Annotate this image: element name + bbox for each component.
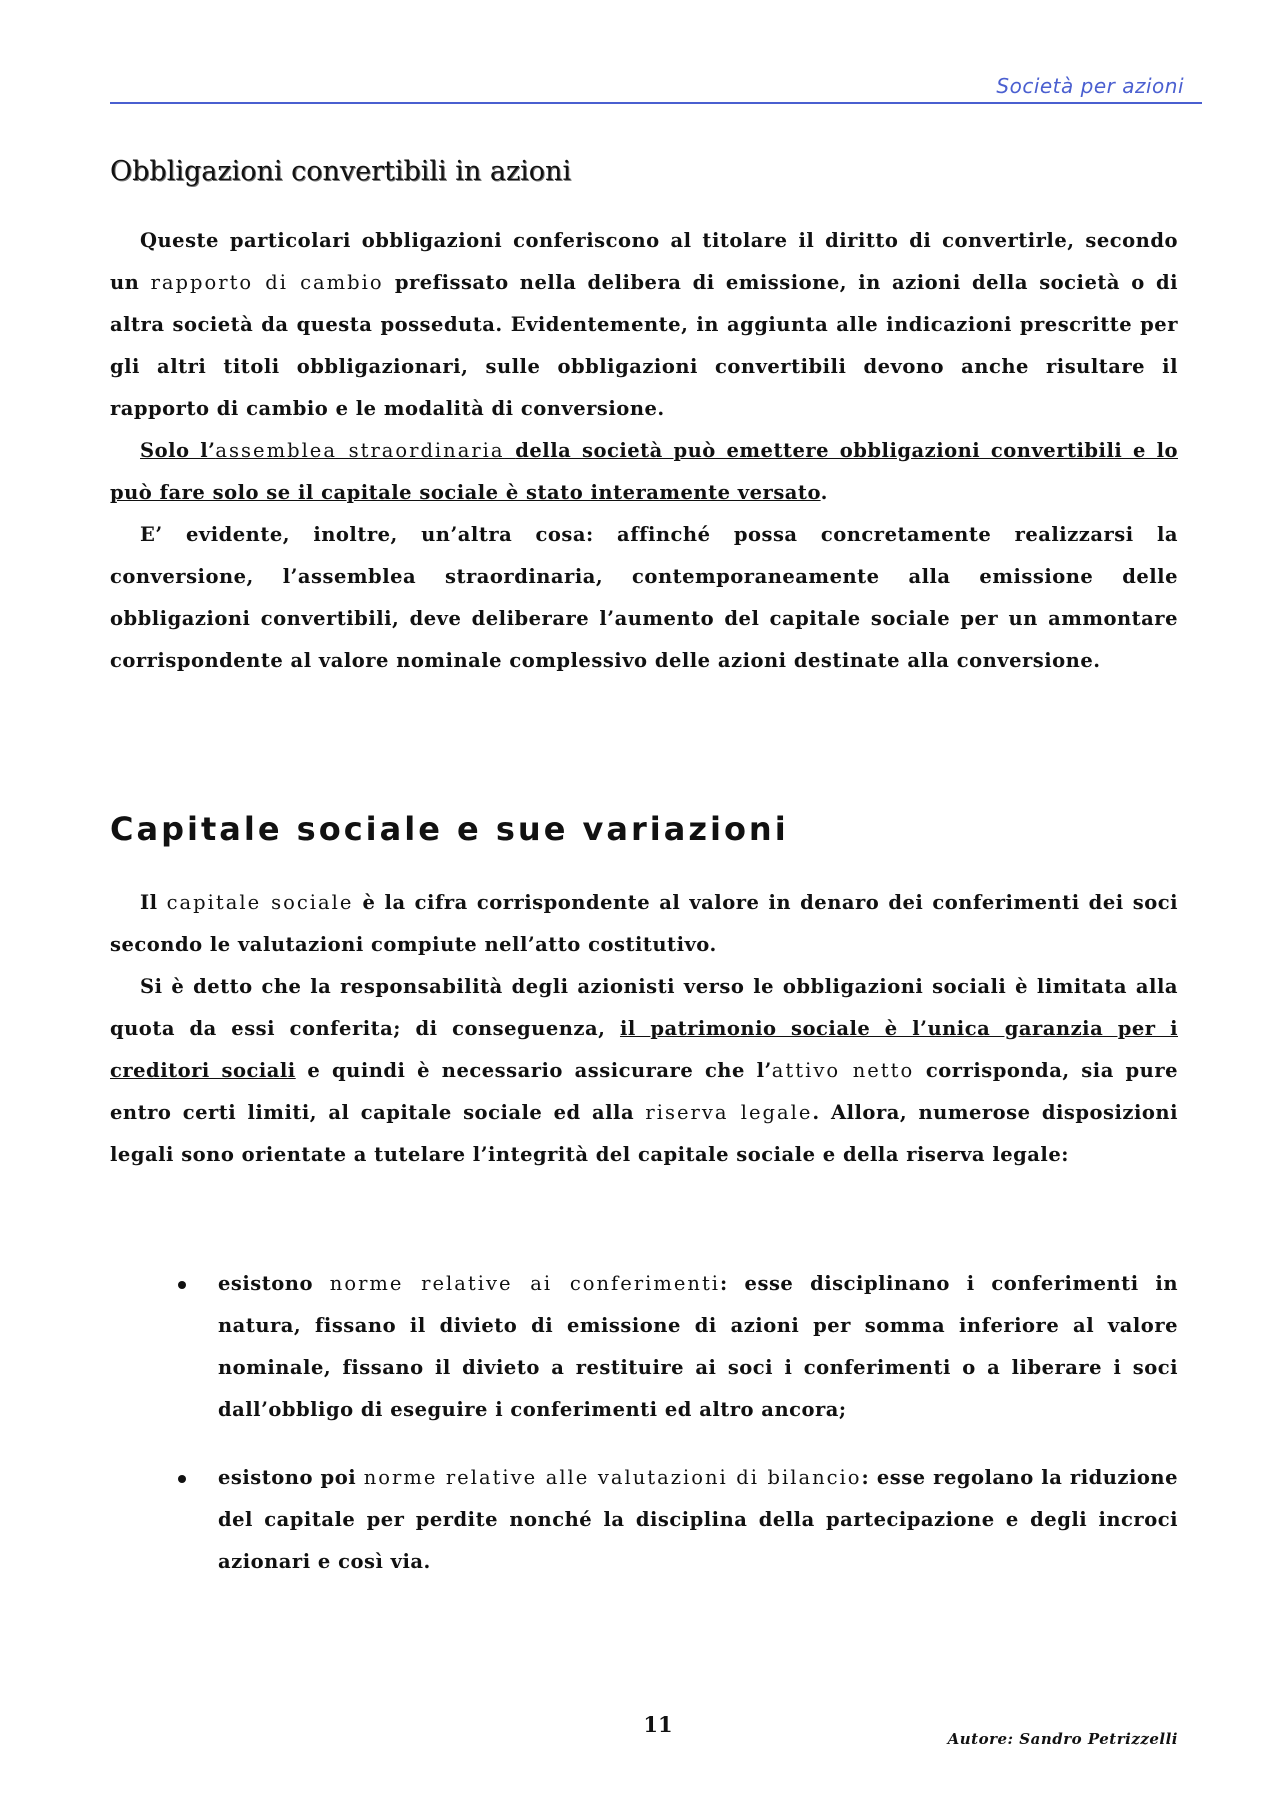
term: capitale sociale <box>166 891 354 914</box>
text-run: e quindi è necessario assicurare che l’ <box>307 1059 772 1082</box>
section-heading-capitale: Capitale sociale e sue variazioni <box>110 810 789 848</box>
paragraph <box>110 966 1178 1176</box>
paragraph: E’ evidente, inoltre, un’altra cosa: affinché possa concretamente realizzarsi la conversione, l’assemblea straordinaria, contemporaneamente alla emissione delle obbligazioni convertibili, deve deliberare l’aumento del capitale sociale per un ammontare corrispondente al valore nominale complessivo delle azioni destinate alla conversione. <box>110 523 1178 672</box>
section-obbligazioni-body <box>110 220 1178 682</box>
paragraph <box>110 882 1178 966</box>
text-run: Il <box>140 891 158 914</box>
text-run: prefissato nella delibera di emissione, in azioni della società o di altra società da questa posseduta. Evidentemente, in aggiunta alle indicazioni prescritte per gli altri titoli obbligazionari, sulle obbligazioni convertibili devono anche risultare il rapporto di cambio e le modalità di conversione. <box>110 271 1179 420</box>
text-run: . Allora, numerose disposizioni legali sono orientate a tutelare l’integrità del capitale sociale e della riserva legale: <box>110 1101 1178 1166</box>
bullet-list <box>110 1263 1178 1609</box>
text-run: Solo l’ <box>140 439 216 462</box>
list-item <box>110 1263 1178 1431</box>
term: norme relative alle valutazioni di bilancio <box>363 1466 862 1489</box>
text-run: Queste particolari obbligazioni conferiscono al titolare il diritto di convertirle, secondo un <box>110 229 1178 294</box>
term: assemblea straordinaria <box>215 439 505 462</box>
term: riserva legale <box>645 1101 813 1124</box>
text-run: corrisponda, sia pure entro certi limiti, al capitale sociale ed alla <box>110 1059 1179 1124</box>
text-run: è la cifra corrispondente al valore in denaro dei conferimenti dei soci secondo le valutazioni compiute nell’atto costitutivo. <box>110 891 1178 956</box>
text-run: esistono poi <box>218 1466 357 1489</box>
page-header <box>110 72 1202 104</box>
term: rapporto di cambio <box>150 271 384 294</box>
running-title: Società per azioni <box>996 74 1184 98</box>
text-run: esistono <box>218 1272 313 1295</box>
paragraph <box>110 430 1178 514</box>
page-number: 11 <box>643 1712 673 1737</box>
underlined-statement: il patrimonio sociale è l’unica garanzia per i creditori sociali <box>110 1017 1179 1082</box>
bullet-icon <box>178 1281 186 1289</box>
author-credit: Autore: Sandro Petrizzelli <box>947 1730 1178 1748</box>
bullet-icon <box>178 1475 186 1483</box>
underlined-statement <box>110 439 1178 504</box>
section-heading-obbligazioni: Obbligazioni convertibili in azioni <box>110 156 572 187</box>
section-capitale-body <box>110 882 1178 1176</box>
list-item <box>110 1457 1178 1583</box>
term: norme relative ai conferimenti <box>329 1272 721 1295</box>
term: attivo netto <box>771 1059 915 1082</box>
text-run: . <box>820 481 828 504</box>
text-run: : esse disciplinano i conferimenti in natura, fissano il divieto di emissione di azioni per somma inferiore al valore nominale, fissano il divieto a restituire ai soci i conferimenti o a liberare i soci dall’obbligo di eseguire i conferimenti ed altro ancora; <box>218 1272 1178 1421</box>
text-run: Si è detto che la responsabilità degli azionisti verso le obbligazioni sociali è limitata alla quota da essi conferita; di conseguenza, <box>110 975 1178 1040</box>
text-run: : esse regolano la riduzione del capitale per perdite nonché la disciplina della partecipazione e degli incroci azionari e così via. <box>218 1466 1178 1573</box>
paragraph <box>110 220 1178 430</box>
text-run: della società può emettere obbligazioni convertibili e lo può fare solo se il capitale sociale è stato interamente versato <box>110 439 1178 504</box>
